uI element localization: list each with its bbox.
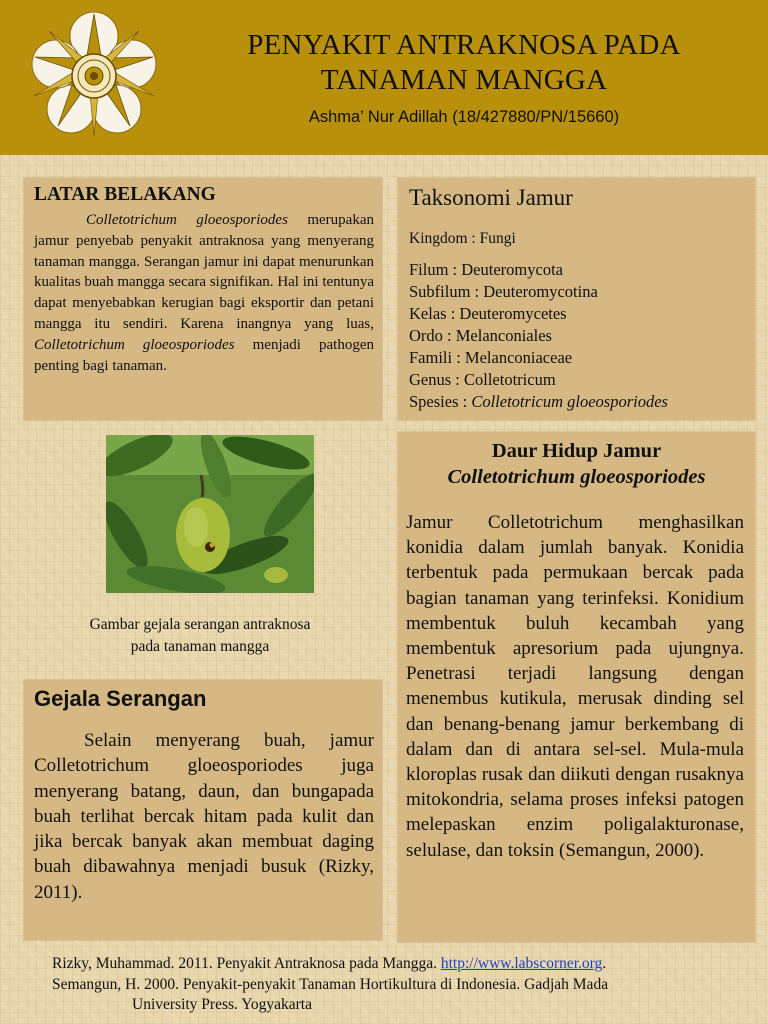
taksonomi-item: Filum : Deuteromycota: [409, 260, 563, 279]
spesies-value: Colletotricum gloeosporiodes: [471, 392, 668, 411]
title-line-2: TANAMAN MANGGA: [320, 64, 608, 96]
reference-link[interactable]: http://www.labscorner.org: [440, 955, 603, 972]
references: [52, 954, 752, 1016]
reference-1-end: .: [602, 955, 607, 972]
reference-1-text: Rizky, Muhammad. 2011. Penyakit Antraknosa pada Mangga.: [52, 955, 441, 972]
taksonomi-item: Famili : Melanconiaceae: [409, 348, 573, 367]
reference-2-line-2: University Press. Yogyakarta: [132, 996, 312, 1013]
gejala-text-content: Selain menyerang buah, jamur Colletotrichum gloeosporiodes juga menyerang batang, daun, dan bungapada buah terlihat bercak hitam pada kulit dan jika bercak banyak akan membuat daging buah dibawahnya menjadi busuk (Rizky, 2011).: [34, 730, 374, 903]
photo-caption: [30, 614, 370, 658]
latar-text-part-1: merupakan jamur penyebab penyakit antraknosa yang menyerang tanaman mangga. Serangan jamur ini dapat menurunkan kualitas buah mangga secara signifikan. Hal ini tentunya dapat menyebabkan kerugian bagi eksportir dan petani mangga itu sendiri. Karena inangnya yang luas,: [34, 212, 374, 332]
reference-1: [52, 954, 752, 975]
taksonomi-kingdom: Kingdom : Fungi: [409, 230, 516, 247]
taksonomi-item-spesies: [409, 391, 749, 413]
reference-2-line-1: Semangun, H. 2000. Penyakit-penyakit Tanaman Hortikultura di Indonesia. Gadjah Mada: [52, 975, 609, 993]
taksonomi-list: [409, 259, 749, 413]
gejala-serangan-panel: [24, 680, 382, 940]
daur-text: Jamur Colletotrichum menghasilkan konidia dalam jumlah banyak. Konidia terbentuk pada permukaan bercak pada bagian tanaman yang terinfeksi. Konidium membentuk buluh kecambah yang membentuk apresorium pada ujungnya. Penetrasi terjadi langsung dengan menembus kutikula, merusak dinding sel dan benang-benang jamur berkembang di dalam dan di antara sel-sel. Mula-mula kloroplas rusak dan diikuti dengan rusaknya mitokondria, selama proses infeksi patogen melepaskan enzim poligalakturonase, selulase, dan toksin (Semangun, 2000).: [406, 512, 744, 861]
daur-hidup-panel: [398, 432, 755, 942]
species-name: Colletotrichum gloeosporiodes: [86, 212, 288, 228]
author-line: Ashma’ Nur Adillah (18/427880/PN/15660): [308, 108, 620, 126]
latar-text-part-2: menjadi pathogen penting bagi tanaman.: [34, 336, 374, 374]
species-name: Colletotrichum gloeosporiodes: [34, 336, 235, 353]
taksonomi-item: Subfilum : Deuteromycotina: [409, 282, 598, 301]
latar-text: [34, 210, 374, 376]
taksonomi-heading: Taksonomi Jamur: [409, 185, 573, 210]
university-seal-logo: [30, 12, 158, 140]
taksonomi-item: Ordo : Melanconiales: [409, 326, 552, 345]
gejala-heading: Gejala Serangan: [34, 686, 207, 711]
poster-header: [0, 0, 768, 155]
title-line-1: PENYAKIT ANTRAKNOSA PADA: [247, 29, 681, 61]
caption-line-1: Gambar gejala serangan antraknosa: [89, 616, 311, 633]
daur-heading: Daur Hidup Jamur: [491, 440, 662, 462]
caption-line-2: pada tanaman mangga: [130, 638, 270, 655]
poster-title: [160, 28, 768, 98]
daur-subheading: Colletotrichum gloeosporiodes: [447, 466, 706, 488]
taksonomi-item: Kelas : Deuteromycetes: [409, 304, 567, 323]
latar-heading: LATAR BELAKANG: [34, 184, 216, 205]
mango-photo: [106, 435, 314, 593]
latar-belakang-panel: [24, 178, 382, 420]
taksonomi-item: Genus : Colletotricum: [409, 370, 556, 389]
gejala-text: [34, 728, 374, 905]
mango-tree-image: [106, 435, 314, 593]
reference-2: [52, 975, 752, 1016]
spesies-label: Spesies :: [409, 392, 472, 411]
taksonomi-panel: [398, 178, 755, 420]
